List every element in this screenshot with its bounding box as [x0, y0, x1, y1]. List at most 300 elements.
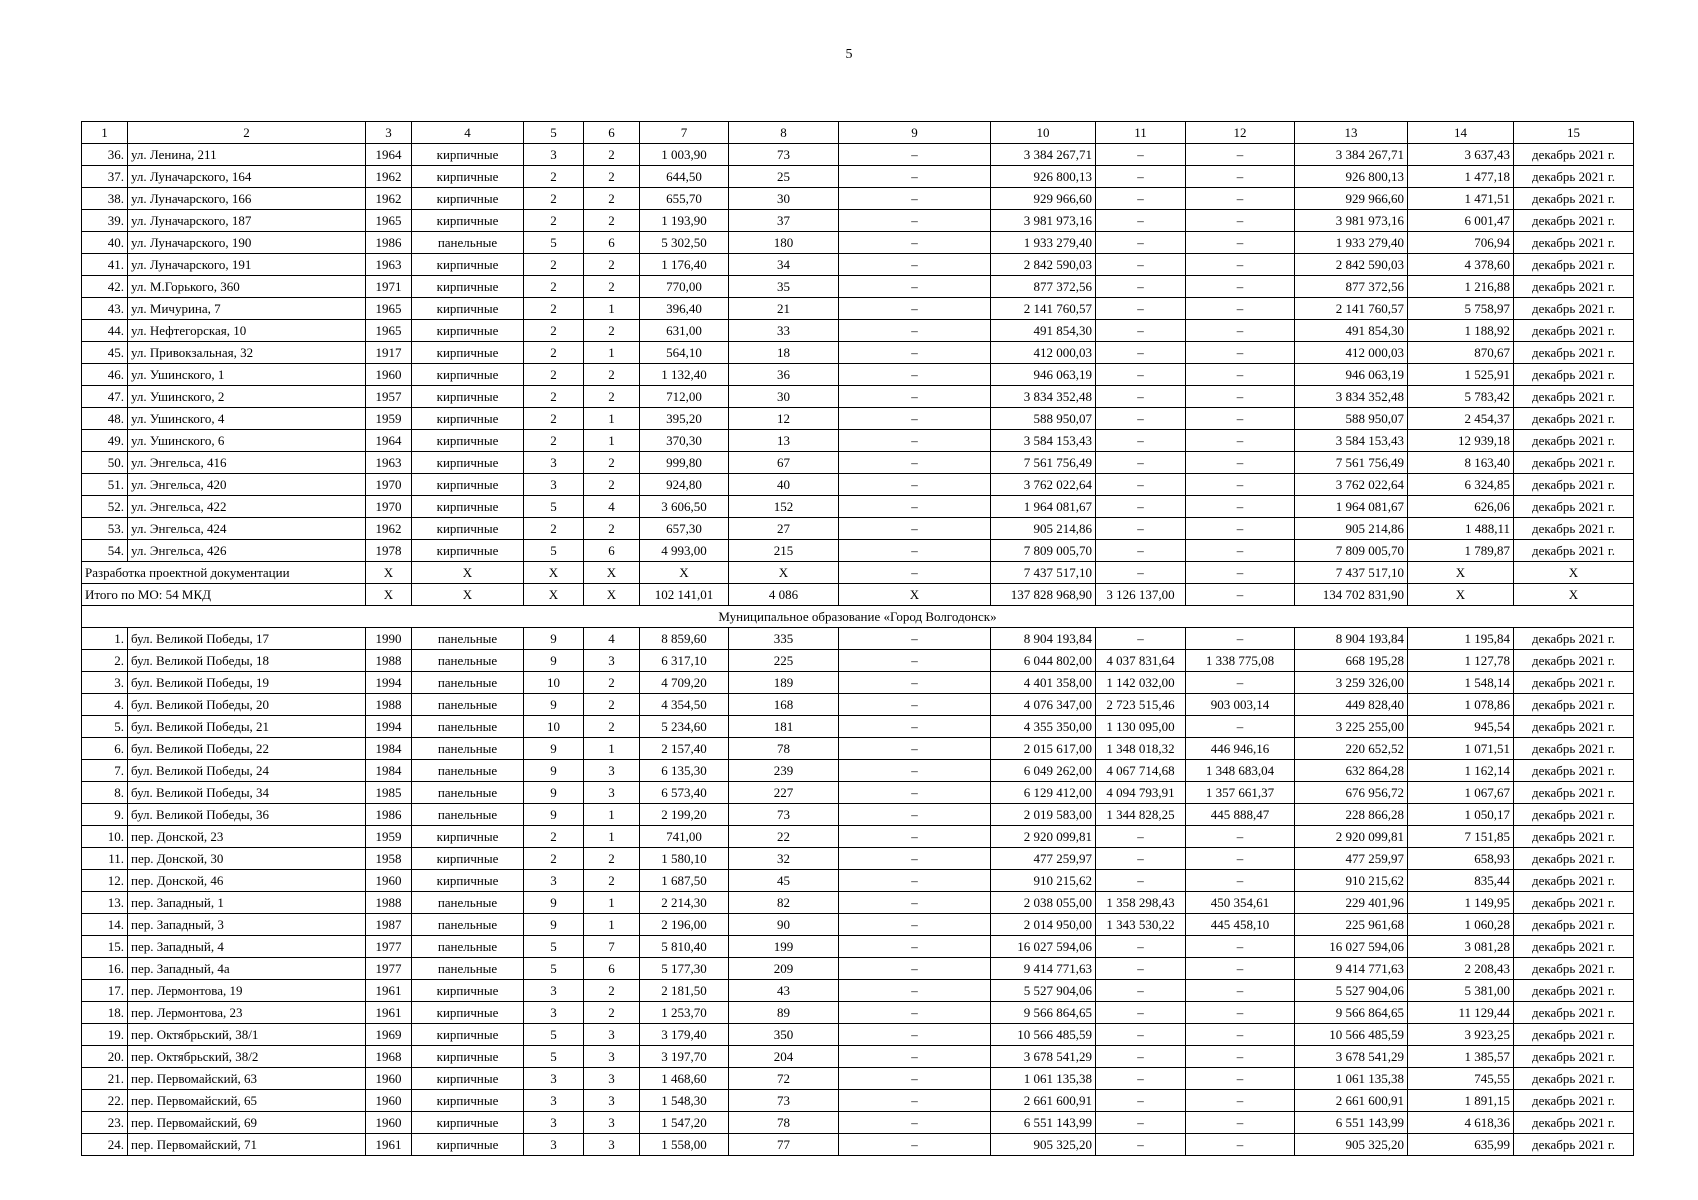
table-cell: 7 561 756,49 — [1295, 452, 1408, 474]
table-cell: 16. — [82, 958, 128, 980]
table-cell: 926 800,13 — [991, 166, 1096, 188]
table-cell: 73 — [729, 1090, 839, 1112]
table-cell: пер. Октябрьский, 38/1 — [128, 1024, 366, 1046]
table-cell: 2 — [524, 826, 584, 848]
table-cell: пер. Лермонтова, 19 — [128, 980, 366, 1002]
table-cell: 1 471,51 — [1408, 188, 1514, 210]
table-cell: 1 488,11 — [1408, 518, 1514, 540]
table-cell: 1961 — [366, 1134, 412, 1156]
table-cell: 1959 — [366, 826, 412, 848]
table-cell: 2 — [524, 430, 584, 452]
table-cell: 3 981 973,16 — [1295, 210, 1408, 232]
table-cell: декабрь 2021 г. — [1514, 1002, 1634, 1024]
table-cell: кирпичные — [412, 540, 524, 562]
table-cell: 1 338 775,08 — [1186, 650, 1295, 672]
table-cell: 2 — [584, 518, 640, 540]
table-cell: 12. — [82, 870, 128, 892]
table-cell: 1 477,18 — [1408, 166, 1514, 188]
table-cell: – — [1096, 1002, 1186, 1024]
table-cell: 40 — [729, 474, 839, 496]
table-cell: 588 950,07 — [1295, 408, 1408, 430]
table-cell: – — [839, 1112, 991, 1134]
table-cell: 631,00 — [640, 320, 729, 342]
table-cell: – — [839, 210, 991, 232]
table-cell: – — [1186, 496, 1295, 518]
table-cell: – — [1186, 1068, 1295, 1090]
table-cell: 2. — [82, 650, 128, 672]
table-cell: 2 015 617,00 — [991, 738, 1096, 760]
table-cell: 220 652,52 — [1295, 738, 1408, 760]
table-cell: – — [1186, 298, 1295, 320]
table-cell: – — [839, 760, 991, 782]
table-cell: – — [1186, 1046, 1295, 1068]
table-cell: 1 149,95 — [1408, 892, 1514, 914]
table-cell: 5 177,30 — [640, 958, 729, 980]
table-cell: ул. Луначарского, 190 — [128, 232, 366, 254]
table-cell: 3 — [524, 452, 584, 474]
table-cell: 45 — [729, 870, 839, 892]
table-cell: ул. Энгельса, 416 — [128, 452, 366, 474]
table-cell: 4 094 793,91 — [1096, 782, 1186, 804]
table-cell: 3 762 022,64 — [991, 474, 1096, 496]
table-cell: 15. — [82, 936, 128, 958]
table-cell: пер. Донской, 30 — [128, 848, 366, 870]
table-row — [82, 1090, 1634, 1112]
table-cell: 4 709,20 — [640, 672, 729, 694]
table-cell: 1960 — [366, 870, 412, 892]
table-cell: 2 — [524, 364, 584, 386]
table-cell: 7 437 517,10 — [991, 562, 1096, 584]
table-cell: X — [1514, 562, 1634, 584]
table-cell: – — [1186, 188, 1295, 210]
table-cell: – — [1186, 518, 1295, 540]
table-cell: панельные — [412, 232, 524, 254]
table-cell: декабрь 2021 г. — [1514, 386, 1634, 408]
table-cell: 14. — [82, 914, 128, 936]
table-cell: 449 828,40 — [1295, 694, 1408, 716]
table-cell: – — [1186, 1090, 1295, 1112]
table-cell: 4 086 — [729, 584, 839, 606]
table-cell: – — [1096, 980, 1186, 1002]
table-cell: 225 961,68 — [1295, 914, 1408, 936]
table-cell: ул. Привокзальная, 32 — [128, 342, 366, 364]
table-cell: кирпичные — [412, 254, 524, 276]
table-cell: – — [839, 870, 991, 892]
table-row — [82, 364, 1634, 386]
table-cell: 1 548,14 — [1408, 672, 1514, 694]
table-cell: 1969 — [366, 1024, 412, 1046]
column-number-header: 6 — [584, 122, 640, 144]
table-cell: 5 527 904,06 — [991, 980, 1096, 1002]
table-cell: 2 — [584, 870, 640, 892]
table-cell: 9 414 771,63 — [1295, 958, 1408, 980]
table-cell: 2 — [584, 210, 640, 232]
table-cell: 45. — [82, 342, 128, 364]
table-cell: – — [839, 276, 991, 298]
table-cell: декабрь 2021 г. — [1514, 496, 1634, 518]
column-number-header: 4 — [412, 122, 524, 144]
table-cell: – — [839, 980, 991, 1002]
table-cell: 1 142 032,00 — [1096, 672, 1186, 694]
table-row — [82, 804, 1634, 826]
table-cell: 6 551 143,99 — [1295, 1112, 1408, 1134]
table-cell: 929 966,60 — [991, 188, 1096, 210]
column-number-header: 15 — [1514, 122, 1634, 144]
table-cell: 35 — [729, 276, 839, 298]
table-cell: 20. — [82, 1046, 128, 1068]
table-row — [82, 430, 1634, 452]
table-cell: – — [1186, 408, 1295, 430]
table-cell: 1964 — [366, 144, 412, 166]
table-cell: 8 163,40 — [1408, 452, 1514, 474]
table-cell: 19. — [82, 1024, 128, 1046]
table-cell: 1 468,60 — [640, 1068, 729, 1090]
table-cell: декабрь 2021 г. — [1514, 298, 1634, 320]
table-cell: 2 — [524, 188, 584, 210]
table-cell: 5 — [524, 496, 584, 518]
table-cell: 1968 — [366, 1046, 412, 1068]
table-cell: 12 939,18 — [1408, 430, 1514, 452]
table-cell: – — [839, 804, 991, 826]
table-cell: 3 259 326,00 — [1295, 672, 1408, 694]
table-cell: 903 003,14 — [1186, 694, 1295, 716]
table-cell: пер. Первомайский, 69 — [128, 1112, 366, 1134]
table-row — [82, 408, 1634, 430]
table-cell: 22 — [729, 826, 839, 848]
table-cell: 910 215,62 — [991, 870, 1096, 892]
table-cell: 658,93 — [1408, 848, 1514, 870]
table-cell: кирпичные — [412, 826, 524, 848]
table-cell: – — [1186, 870, 1295, 892]
table-cell: 2 — [524, 848, 584, 870]
table-cell: кирпичные — [412, 1112, 524, 1134]
table-cell: 180 — [729, 232, 839, 254]
table-cell: 6 129 412,00 — [991, 782, 1096, 804]
table-cell: 78 — [729, 738, 839, 760]
table-cell: 4 037 831,64 — [1096, 650, 1186, 672]
table-row — [82, 276, 1634, 298]
table-cell: 239 — [729, 760, 839, 782]
table-cell: 10 566 485,59 — [991, 1024, 1096, 1046]
table-cell: – — [1096, 386, 1186, 408]
table-cell: 16 027 594,06 — [991, 936, 1096, 958]
table-cell: 229 401,96 — [1295, 892, 1408, 914]
table-cell: – — [1096, 166, 1186, 188]
table-cell: – — [1186, 430, 1295, 452]
table-cell: – — [839, 474, 991, 496]
table-cell: – — [1186, 848, 1295, 870]
table-cell: 49. — [82, 430, 128, 452]
table-cell: 1 — [584, 892, 640, 914]
table-cell: 9 — [524, 694, 584, 716]
table-cell: 37. — [82, 166, 128, 188]
table-cell: кирпичные — [412, 848, 524, 870]
table-cell: панельные — [412, 936, 524, 958]
table-cell: X — [412, 562, 524, 584]
table-cell: декабрь 2021 г. — [1514, 1046, 1634, 1068]
table-cell: 18. — [82, 1002, 128, 1024]
table-cell: 1 067,67 — [1408, 782, 1514, 804]
table-cell: 32 — [729, 848, 839, 870]
table-cell: 1 — [584, 914, 640, 936]
table-cell: 5 810,40 — [640, 936, 729, 958]
table-cell: 1 061 135,38 — [1295, 1068, 1408, 1090]
table-cell: 1 789,87 — [1408, 540, 1514, 562]
column-number-header: 11 — [1096, 122, 1186, 144]
table-cell: 946 063,19 — [991, 364, 1096, 386]
table-cell: 8. — [82, 782, 128, 804]
table-cell: 3 — [524, 1112, 584, 1134]
table-cell: 446 946,16 — [1186, 738, 1295, 760]
table-cell: – — [1096, 452, 1186, 474]
table-cell: 168 — [729, 694, 839, 716]
table-cell: бул. Великой Победы, 34 — [128, 782, 366, 804]
table-cell: декабрь 2021 г. — [1514, 408, 1634, 430]
table-cell: 2 920 099,81 — [991, 826, 1096, 848]
table-cell: 1987 — [366, 914, 412, 936]
table-cell: 9 566 864,65 — [1295, 1002, 1408, 1024]
table-cell: – — [839, 936, 991, 958]
table-cell: 30 — [729, 386, 839, 408]
table-cell: 1988 — [366, 892, 412, 914]
table-cell: 30 — [729, 188, 839, 210]
table-cell: 396,40 — [640, 298, 729, 320]
table-cell: 1 — [584, 826, 640, 848]
table-cell: 1963 — [366, 452, 412, 474]
table-cell: панельные — [412, 738, 524, 760]
table-cell: 1 — [584, 804, 640, 826]
table-cell: 1978 — [366, 540, 412, 562]
table-cell: 2 — [524, 342, 584, 364]
header-row — [82, 122, 1634, 144]
table-cell: 1 — [584, 430, 640, 452]
table-cell: декабрь 2021 г. — [1514, 518, 1634, 540]
table-cell: 9 — [524, 782, 584, 804]
table-cell: 47. — [82, 386, 128, 408]
table-cell: пер. Лермонтова, 23 — [128, 1002, 366, 1024]
table-cell: 16 027 594,06 — [1295, 936, 1408, 958]
table-cell: бул. Великой Победы, 22 — [128, 738, 366, 760]
table-cell: X — [839, 584, 991, 606]
table-cell: 4 067 714,68 — [1096, 760, 1186, 782]
table-cell: кирпичные — [412, 518, 524, 540]
table-cell: 3 637,43 — [1408, 144, 1514, 166]
table-cell: 477 259,97 — [1295, 848, 1408, 870]
table-cell: 2 214,30 — [640, 892, 729, 914]
table-cell: – — [1096, 188, 1186, 210]
table-cell: 1 132,40 — [640, 364, 729, 386]
table-cell: – — [1186, 584, 1295, 606]
table-cell: декабрь 2021 г. — [1514, 804, 1634, 826]
table-cell: – — [839, 144, 991, 166]
table-row — [82, 210, 1634, 232]
table-cell: декабрь 2021 г. — [1514, 716, 1634, 738]
table-cell: 36. — [82, 144, 128, 166]
table-cell: декабрь 2021 г. — [1514, 848, 1634, 870]
table-cell: 7 561 756,49 — [991, 452, 1096, 474]
table-cell: 5 — [524, 936, 584, 958]
table-cell: 9 566 864,65 — [991, 1002, 1096, 1024]
table-cell: – — [839, 782, 991, 804]
table-cell: 2 — [524, 320, 584, 342]
table-cell: 137 828 968,90 — [991, 584, 1096, 606]
table-row — [82, 958, 1634, 980]
table-cell: – — [1096, 320, 1186, 342]
table-cell: 2 — [584, 364, 640, 386]
table-cell: – — [1096, 826, 1186, 848]
table-cell: 4 — [584, 496, 640, 518]
table-cell: 38. — [82, 188, 128, 210]
table-cell: 8 859,60 — [640, 628, 729, 650]
table-cell: кирпичные — [412, 144, 524, 166]
table-cell: 395,20 — [640, 408, 729, 430]
table-cell: панельные — [412, 804, 524, 826]
table-cell: декабрь 2021 г. — [1514, 782, 1634, 804]
column-number-header: 9 — [839, 122, 991, 144]
table-cell: X — [584, 584, 640, 606]
table-cell: 2 — [524, 210, 584, 232]
table-cell: декабрь 2021 г. — [1514, 892, 1634, 914]
table-cell: – — [839, 650, 991, 672]
table-cell: 67 — [729, 452, 839, 474]
table-cell: 4. — [82, 694, 128, 716]
table-cell: 2 — [524, 276, 584, 298]
table-cell: – — [1186, 980, 1295, 1002]
table-cell: – — [839, 1134, 991, 1156]
table-cell: 1 547,20 — [640, 1112, 729, 1134]
table-cell: 5 — [524, 540, 584, 562]
table-cell: – — [1096, 408, 1186, 430]
table-cell: 13 — [729, 430, 839, 452]
table-cell: ул. Энгельса, 426 — [128, 540, 366, 562]
table-cell: кирпичные — [412, 298, 524, 320]
table-cell: 204 — [729, 1046, 839, 1068]
table-cell: 90 — [729, 914, 839, 936]
table-cell: декабрь 2021 г. — [1514, 650, 1634, 672]
table-cell: 3. — [82, 672, 128, 694]
table-row — [82, 518, 1634, 540]
table-cell: 1 891,15 — [1408, 1090, 1514, 1112]
table-row — [82, 650, 1634, 672]
table-cell: 48. — [82, 408, 128, 430]
table-cell: 4 378,60 — [1408, 254, 1514, 276]
table-row — [82, 936, 1634, 958]
table-cell: декабрь 2021 г. — [1514, 672, 1634, 694]
table-cell: 5 — [524, 1024, 584, 1046]
table-cell: 1 343 530,22 — [1096, 914, 1186, 936]
table-cell: кирпичные — [412, 1046, 524, 1068]
table-cell: кирпичные — [412, 1068, 524, 1090]
table-cell: 635,99 — [1408, 1134, 1514, 1156]
table-cell: 2 199,20 — [640, 804, 729, 826]
table-cell: 3 762 022,64 — [1295, 474, 1408, 496]
table-cell: 1 130 095,00 — [1096, 716, 1186, 738]
column-number-header: 1 — [82, 122, 128, 144]
table-cell: 655,70 — [640, 188, 729, 210]
table-cell: 412 000,03 — [1295, 342, 1408, 364]
table-cell: 657,30 — [640, 518, 729, 540]
table-cell: 7 809 005,70 — [1295, 540, 1408, 562]
table-cell: 668 195,28 — [1295, 650, 1408, 672]
table-cell: 6 049 262,00 — [991, 760, 1096, 782]
table-cell: 1 348 018,32 — [1096, 738, 1186, 760]
table-cell: – — [1096, 276, 1186, 298]
table-cell: – — [839, 1090, 991, 1112]
table-cell: 1965 — [366, 320, 412, 342]
table-cell: – — [839, 628, 991, 650]
table-cell: кирпичные — [412, 980, 524, 1002]
table-cell: – — [839, 496, 991, 518]
table-cell: 924,80 — [640, 474, 729, 496]
table-row — [82, 826, 1634, 848]
table-cell: X — [584, 562, 640, 584]
table-cell: 1 580,10 — [640, 848, 729, 870]
table-cell: – — [1096, 1046, 1186, 1068]
table-cell: декабрь 2021 г. — [1514, 628, 1634, 650]
table-cell: 2 — [584, 694, 640, 716]
table-cell: 2 181,50 — [640, 980, 729, 1002]
table-cell: 5 758,97 — [1408, 298, 1514, 320]
table-cell: пер. Западный, 4а — [128, 958, 366, 980]
table-cell: 43. — [82, 298, 128, 320]
table-cell: 3 584 153,43 — [991, 430, 1096, 452]
table-cell: панельные — [412, 694, 524, 716]
table-cell: 676 956,72 — [1295, 782, 1408, 804]
table-cell: декабрь 2021 г. — [1514, 694, 1634, 716]
table-cell: 181 — [729, 716, 839, 738]
table-cell: 1 162,14 — [1408, 760, 1514, 782]
table-cell: – — [1186, 1002, 1295, 1024]
table-cell: 3 — [584, 760, 640, 782]
table-cell: декабрь 2021 г. — [1514, 914, 1634, 936]
table-cell: X — [524, 584, 584, 606]
table-cell: 412 000,03 — [991, 342, 1096, 364]
table-cell: декабрь 2021 г. — [1514, 1068, 1634, 1090]
table-cell: 9 — [524, 738, 584, 760]
table-cell: – — [1186, 1112, 1295, 1134]
table-cell: 877 372,56 — [1295, 276, 1408, 298]
table-row — [82, 496, 1634, 518]
table-cell: 3 — [584, 650, 640, 672]
table-cell: 2 454,37 — [1408, 408, 1514, 430]
table-row — [82, 694, 1634, 716]
table-cell: ул. Луначарского, 164 — [128, 166, 366, 188]
column-number-header: 10 — [991, 122, 1096, 144]
table-cell: 2 661 600,91 — [991, 1090, 1096, 1112]
table-cell: X — [366, 562, 412, 584]
table-cell: 42. — [82, 276, 128, 298]
table-cell: 1960 — [366, 1068, 412, 1090]
table-cell: – — [1186, 716, 1295, 738]
table-cell: 3 126 137,00 — [1096, 584, 1186, 606]
table-cell: 999,80 — [640, 452, 729, 474]
table-cell: 1958 — [366, 848, 412, 870]
table-cell: 228 866,28 — [1295, 804, 1408, 826]
table-row — [82, 980, 1634, 1002]
table-cell: 10. — [82, 826, 128, 848]
table-row — [82, 672, 1634, 694]
table-cell: 2 — [584, 848, 640, 870]
table-cell: 1970 — [366, 496, 412, 518]
table-cell: пер. Западный, 4 — [128, 936, 366, 958]
table-cell: 23. — [82, 1112, 128, 1134]
table-cell: декабрь 2021 г. — [1514, 320, 1634, 342]
table-cell: 1960 — [366, 1090, 412, 1112]
table-cell: 73 — [729, 144, 839, 166]
table-cell: кирпичные — [412, 452, 524, 474]
table-cell: 21. — [82, 1068, 128, 1090]
table-cell: 5 527 904,06 — [1295, 980, 1408, 1002]
